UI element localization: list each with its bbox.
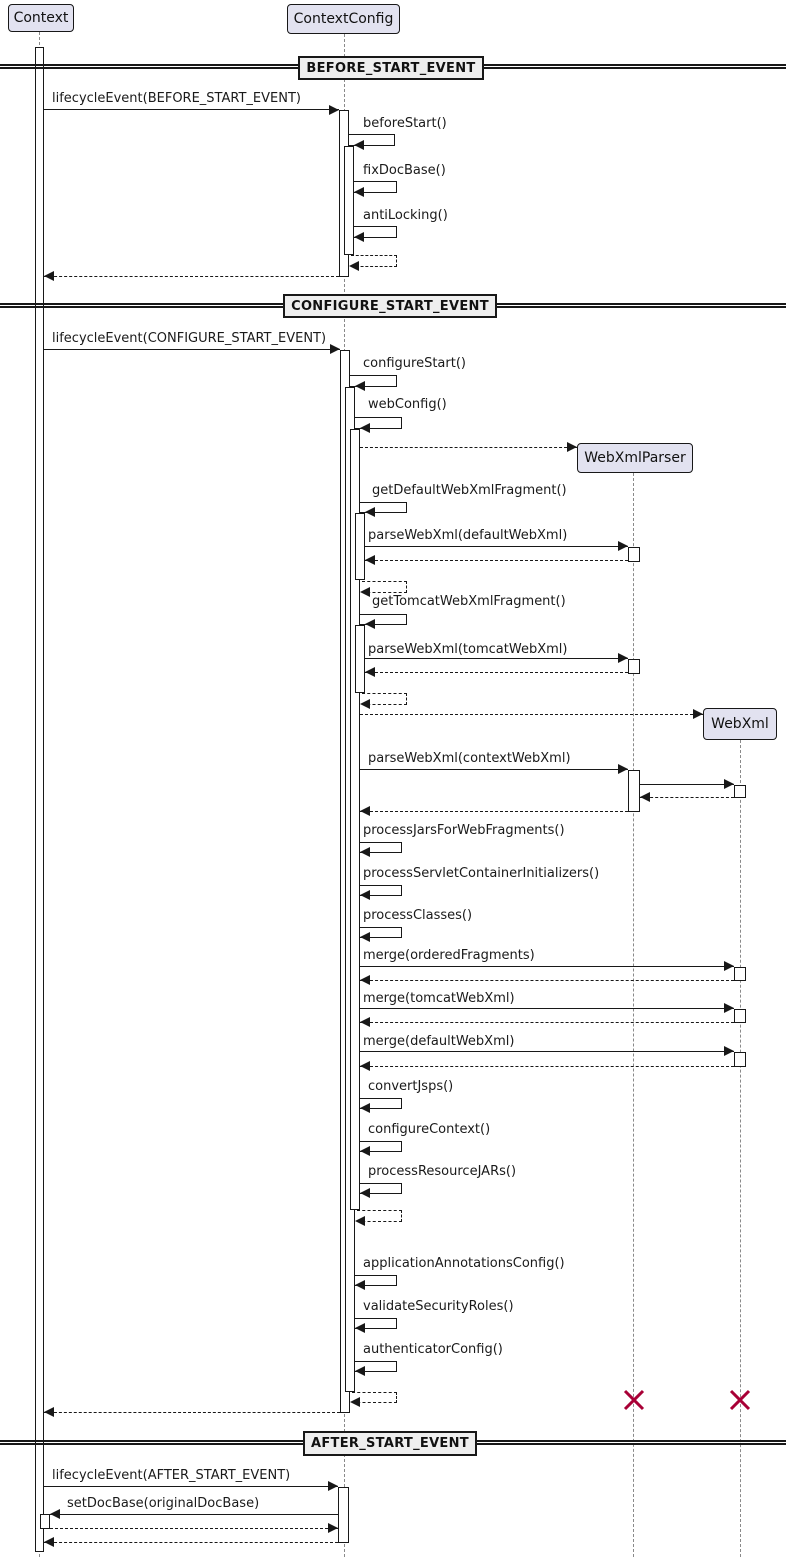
message-label: merge(tomcatWebXml) bbox=[363, 991, 515, 1006]
message-label: antiLocking() bbox=[363, 208, 448, 223]
parser-activation-1 bbox=[628, 547, 640, 562]
message-label: processJarsForWebFragments() bbox=[363, 823, 565, 838]
participant-context-config bbox=[287, 4, 400, 34]
arrowhead bbox=[350, 1397, 360, 1407]
arrowhead bbox=[640, 792, 650, 802]
arrowhead bbox=[360, 1061, 370, 1071]
parser-activation-3 bbox=[628, 770, 640, 812]
return-arrow bbox=[44, 1412, 340, 1413]
divider-before-label: BEFORE_START_EVENT bbox=[306, 60, 476, 76]
web-xml-lifeline bbox=[740, 740, 741, 1557]
participant-web-xml-label: WebXml bbox=[711, 716, 769, 732]
arrowhead bbox=[44, 1537, 54, 1547]
arrowhead bbox=[365, 507, 375, 517]
message-label: validateSecurityRoles() bbox=[363, 1299, 514, 1314]
message-label: lifecycleEvent(CONFIGURE_START_EVENT) bbox=[52, 331, 327, 346]
participant-web-xml bbox=[703, 708, 777, 740]
return-arrow bbox=[360, 1022, 734, 1023]
webxml-activation-4 bbox=[734, 1052, 746, 1067]
arrowhead bbox=[50, 1509, 60, 1519]
message-label: fixDocBase() bbox=[363, 163, 446, 178]
context-activation bbox=[35, 47, 44, 1552]
message-label: processResourceJARs() bbox=[368, 1164, 517, 1179]
return-arrow bbox=[360, 1066, 734, 1067]
arrowhead bbox=[360, 1103, 370, 1113]
arrowhead bbox=[724, 1046, 734, 1056]
message-label: configureContext() bbox=[368, 1122, 491, 1137]
message-label: merge(orderedFragments) bbox=[363, 948, 535, 963]
message-label: webConfig() bbox=[368, 397, 447, 412]
message-arrow bbox=[360, 1051, 734, 1052]
arrowhead bbox=[360, 847, 370, 857]
message-label: parseWebXml(defaultWebXml) bbox=[368, 528, 568, 543]
message-label: convertJsps() bbox=[368, 1079, 454, 1094]
destroy-x-web-xml-parser bbox=[622, 1388, 646, 1412]
message-label: configureStart() bbox=[363, 356, 466, 371]
message-label: beforeStart() bbox=[363, 116, 447, 131]
return-arrow bbox=[44, 1542, 338, 1543]
webxml-activation-1 bbox=[734, 785, 746, 798]
divider-configure-label: CONFIGURE_START_EVENT bbox=[291, 298, 489, 314]
parser-activation-2 bbox=[628, 659, 640, 674]
arrowhead bbox=[360, 975, 370, 985]
arrowhead bbox=[328, 1481, 338, 1491]
message-arrow bbox=[360, 769, 628, 770]
message-arrow bbox=[360, 966, 734, 967]
destroy-x-web-xml bbox=[728, 1388, 752, 1412]
webxml-activation-2 bbox=[734, 967, 746, 981]
context-nested-activation bbox=[40, 1514, 50, 1529]
participant-context bbox=[8, 4, 74, 32]
arrowhead bbox=[360, 699, 370, 709]
message-arrow bbox=[360, 1008, 734, 1009]
message-arrow bbox=[365, 658, 628, 659]
arrowhead bbox=[355, 1280, 365, 1290]
arrowhead bbox=[44, 271, 54, 281]
arrowhead bbox=[360, 932, 370, 942]
message-arrow bbox=[44, 1486, 338, 1487]
arrowhead bbox=[354, 140, 364, 150]
arrowhead bbox=[354, 187, 364, 197]
create-arrow-web-xml bbox=[360, 714, 703, 715]
arrowhead bbox=[328, 1523, 338, 1533]
message-label: processClasses() bbox=[363, 908, 473, 923]
context-config-activation-before-2 bbox=[344, 146, 354, 255]
create-arrow-web-xml-parser bbox=[360, 447, 577, 448]
message-label: merge(defaultWebXml) bbox=[363, 1034, 515, 1049]
arrowhead bbox=[360, 1017, 370, 1027]
message-label: applicationAnnotationsConfig() bbox=[363, 1256, 565, 1271]
arrowhead bbox=[724, 961, 734, 971]
participant-context-config-label: ContextConfig bbox=[293, 11, 394, 27]
divider-after bbox=[303, 1431, 477, 1456]
message-arrow bbox=[44, 349, 340, 350]
arrowhead bbox=[44, 1407, 54, 1417]
arrowhead bbox=[355, 1366, 365, 1376]
arrowhead bbox=[724, 1003, 734, 1013]
message-label: authenticatorConfig() bbox=[363, 1342, 503, 1357]
arrowhead bbox=[365, 555, 375, 565]
message-label: processServletContainerInitializers() bbox=[363, 866, 600, 881]
arrowhead bbox=[618, 541, 628, 551]
context-config-activation-default-fragment bbox=[355, 513, 365, 580]
arrowhead bbox=[355, 381, 365, 391]
message-label: getTomcatWebXmlFragment() bbox=[372, 594, 566, 609]
arrowhead bbox=[618, 653, 628, 663]
context-config-activation-after bbox=[338, 1487, 349, 1543]
message-arrow bbox=[640, 784, 734, 785]
return-arrow bbox=[640, 797, 734, 798]
message-label: lifecycleEvent(AFTER_START_EVENT) bbox=[52, 1468, 291, 1483]
webxml-activation-3 bbox=[734, 1009, 746, 1023]
return-arrow bbox=[44, 276, 339, 277]
arrowhead bbox=[330, 344, 340, 354]
divider-after-label: AFTER_START_EVENT bbox=[311, 1436, 469, 1451]
return-arrow bbox=[365, 672, 628, 673]
message-arrow bbox=[365, 546, 628, 547]
participant-web-xml-parser bbox=[577, 443, 693, 473]
arrowhead bbox=[724, 779, 734, 789]
arrowhead bbox=[567, 442, 577, 452]
arrowhead bbox=[365, 667, 375, 677]
arrowhead bbox=[693, 709, 703, 719]
divider-before bbox=[298, 56, 484, 80]
divider-configure bbox=[283, 294, 497, 318]
context-config-activation-tomcat-fragment bbox=[355, 625, 365, 693]
return-arrow bbox=[360, 980, 734, 981]
participant-context-label: Context bbox=[13, 10, 69, 26]
arrowhead bbox=[360, 806, 370, 816]
message-label: parseWebXml(contextWebXml) bbox=[368, 751, 571, 766]
return-arrow bbox=[360, 811, 628, 812]
arrowhead bbox=[355, 1216, 365, 1226]
return-arrow bbox=[50, 1528, 338, 1529]
message-label: lifecycleEvent(BEFORE_START_EVENT) bbox=[52, 91, 301, 106]
arrowhead bbox=[329, 105, 339, 115]
arrowhead bbox=[360, 1146, 370, 1156]
arrowhead bbox=[349, 261, 359, 271]
message-label: parseWebXml(tomcatWebXml) bbox=[368, 642, 568, 657]
message-arrow bbox=[44, 109, 339, 110]
arrowhead bbox=[360, 1188, 370, 1198]
arrowhead bbox=[618, 764, 628, 774]
arrowhead bbox=[355, 1323, 365, 1333]
arrowhead bbox=[365, 619, 375, 629]
message-label: setDocBase(originalDocBase) bbox=[67, 1496, 260, 1511]
message-arrow bbox=[50, 1514, 338, 1515]
message-label: getDefaultWebXmlFragment() bbox=[372, 483, 567, 498]
arrowhead bbox=[360, 890, 370, 900]
participant-web-xml-parser-label: WebXmlParser bbox=[584, 450, 686, 466]
arrowhead bbox=[360, 587, 370, 597]
arrowhead bbox=[360, 423, 370, 433]
return-arrow bbox=[365, 560, 628, 561]
arrowhead bbox=[354, 232, 364, 242]
